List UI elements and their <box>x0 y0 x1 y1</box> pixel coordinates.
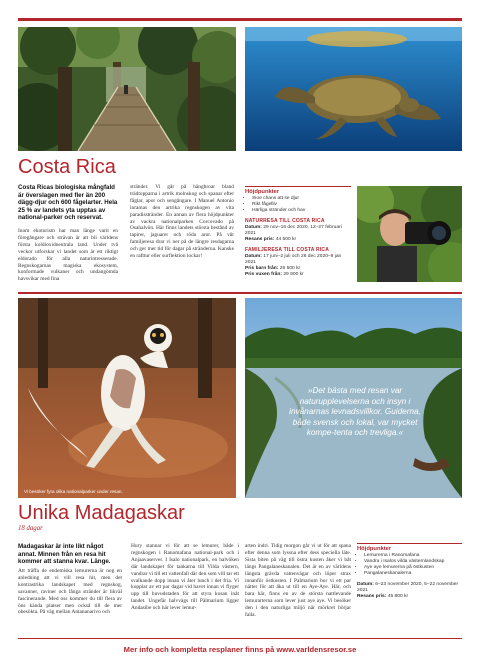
top-rule <box>18 18 462 21</box>
madagaskar-body-col1: Att träffa de endemiska lemurerna är nog en anledning att vi vill resa hit, men det kontrastrika landskapet med regnskog, savanner, raviner och långa stränder är likväl fascinerande. Med oss kommer du till flera av öns kända platser men också till de mer obesökta. På väg mellan Antananarivo och <box>18 568 122 616</box>
testimonial-quote: »Det bästa med resan var naturupplevelserna och insyn i invånarnas levnadsvillkor. Guiderna, både svensk och lokal, var mycket kompe-tenta och trevliga.« <box>289 386 421 437</box>
madagaskar-lead: Madagaskar är inte likt något annat. Minnen från en resa hit kommer att stanna kvar. Länge. <box>18 543 111 566</box>
highlight-item: • Aye aye lemurerna på östkusten <box>364 565 462 571</box>
sea-turtle-photo <box>245 27 462 151</box>
info-rule <box>245 186 351 187</box>
trip1-dates: Datum: 29 nov–16 dec 2020, 12–27 februari 2021 <box>245 225 342 236</box>
trip1-price: Resans pris: 44 500 kr <box>245 237 297 242</box>
costa-rica-body-col2: stränder. Vi går på hängbroar bland trädtopparna i artrik molnskog och spanar efter fåglar, apor och sengångare. I Manuel Antonio inramas den artrika regnskogen av vita paradisstränder. En annan av flera höjdpunkter av vackra nationalparken Corcovado på Osahalvön. Här finns landets största bestånd av tapirer, jaguarer och röda aror. På vår familjeresa drar vi ner på de längre resdagarna och ger mer tid för dagar på stränderna. Kanske en rafttur eller surflektion lockar! <box>130 184 234 260</box>
madagaskar-dates: Datum: 6–23 november 2020, 5–22 november 2021 <box>357 582 459 593</box>
costa-rica-highlights-title: Höjdpunkter <box>245 189 280 195</box>
mid-rule <box>18 292 462 294</box>
highlight-item: • Vandra i Isalos vilda västernlandskap <box>364 559 462 565</box>
madagaskar-title: Unika Madagaskar <box>18 502 185 524</box>
trip2-child-price: Pris barn från: 26 500 kr <box>245 266 301 271</box>
madagaskar-highlights-title: Höjdpunkter <box>357 546 392 552</box>
river-quote-photo <box>245 298 462 498</box>
madagaskar-days: 18 dagar <box>18 525 43 532</box>
madagaskar-info-box <box>357 543 462 600</box>
highlight-item: • Rikt fågelliv <box>252 202 351 208</box>
costa-rica-info-box <box>245 186 351 278</box>
highlight-item: • Sioe chans att se djur <box>252 196 351 202</box>
forest-bridge-photo <box>18 27 236 151</box>
highlight-item: • Pangalaneskanalerna <box>364 571 462 577</box>
costa-rica-title: Costa Rica <box>18 156 116 178</box>
madagaskar-highlights-list <box>357 553 462 577</box>
highlight-item: • Lemurerna i Ranomafana <box>364 553 462 559</box>
footer-link-text[interactable]: Mer info och kompletta resplaner finns på www.varldensresor.se <box>123 645 357 654</box>
madagaskar-price: Resans pris: 45 800 kr <box>357 594 409 599</box>
trip1-title: NATURRESA TILL COSTA RICA <box>245 218 325 224</box>
lemur-photo <box>18 298 236 498</box>
costa-rica-lead: Costa Ricas biologiska mångfald är överslagen med fler än 200 dägg-djur och 600 fågelarter. Hela 25 % av landets yta upptas av national-parker och reservat. <box>18 184 118 222</box>
madagaskar-body-col2: Hury stannar vi för att se lemurer, både i regnskogen i Ranomafana national-park och i Anjaavaserver. I Isalo nationalpark, en halvöken där landskapet för tankarna till Vilda västern, vandrar vi till ett vattenfall där den som vill tar ett svalkande dopp innan vi åter lunch i det fria. Vi kopplar av ett par dagar vid havet innan vi flyger upp till huvudstaden för att styra kosan inåt landet. Ungefär halvvägs till Pälmarium ligger Andasibe och här lever lemur- <box>131 543 239 612</box>
trip2-adult-price: Pris vuxen från: 29 900 kr <box>245 272 304 277</box>
bottom-rule <box>18 638 462 639</box>
madagaskar-body-col3: arten indri. Tidig morgon går vi ut för att spana efter denna som lyssna efter dess speciella läte. Sista biten på väg till östra kusten åker vi båt längs Pangalaneskanalen. Det är en av världens längsta grävda vattenvägar och löper strax innanför östkusten. I Palmarium bor vi ett par nätter för att åka ut till en Aye-Aye. Här, och bara här, finns en av de största nattlevande lemurarterna som lever just aye aye. Vi besöker den i den naturliga miljö när mörkret börjar falla. <box>245 543 351 619</box>
photographer-photo <box>357 186 462 282</box>
lemur-photo-caption: Vi besöker fyra olika nationalparker under resan. <box>24 489 123 494</box>
trip2-title: FAMILJERESA TILL COSTA RICA <box>245 247 330 253</box>
costa-rica-highlights-list <box>245 196 351 214</box>
highlight-item: • Härliga stränder och hav <box>252 208 351 214</box>
costa-rica-body-col1: Inom ekoturism har man länge varit en föregångare och strävan är att bli världens första koldioxidneutrala land. Under två veckor utforskar vi landet som är ett riktigt eldorado för alla naturintresserade. Regnskogarnas magiska ekosystem, konformade vulkaner och undangömda havsvikar med fina <box>18 228 118 283</box>
info-rule <box>357 543 462 544</box>
trip2-dates: Datum: 17 juni–2 juli och 26 dec 2020–9 jan 2021 <box>245 254 342 265</box>
